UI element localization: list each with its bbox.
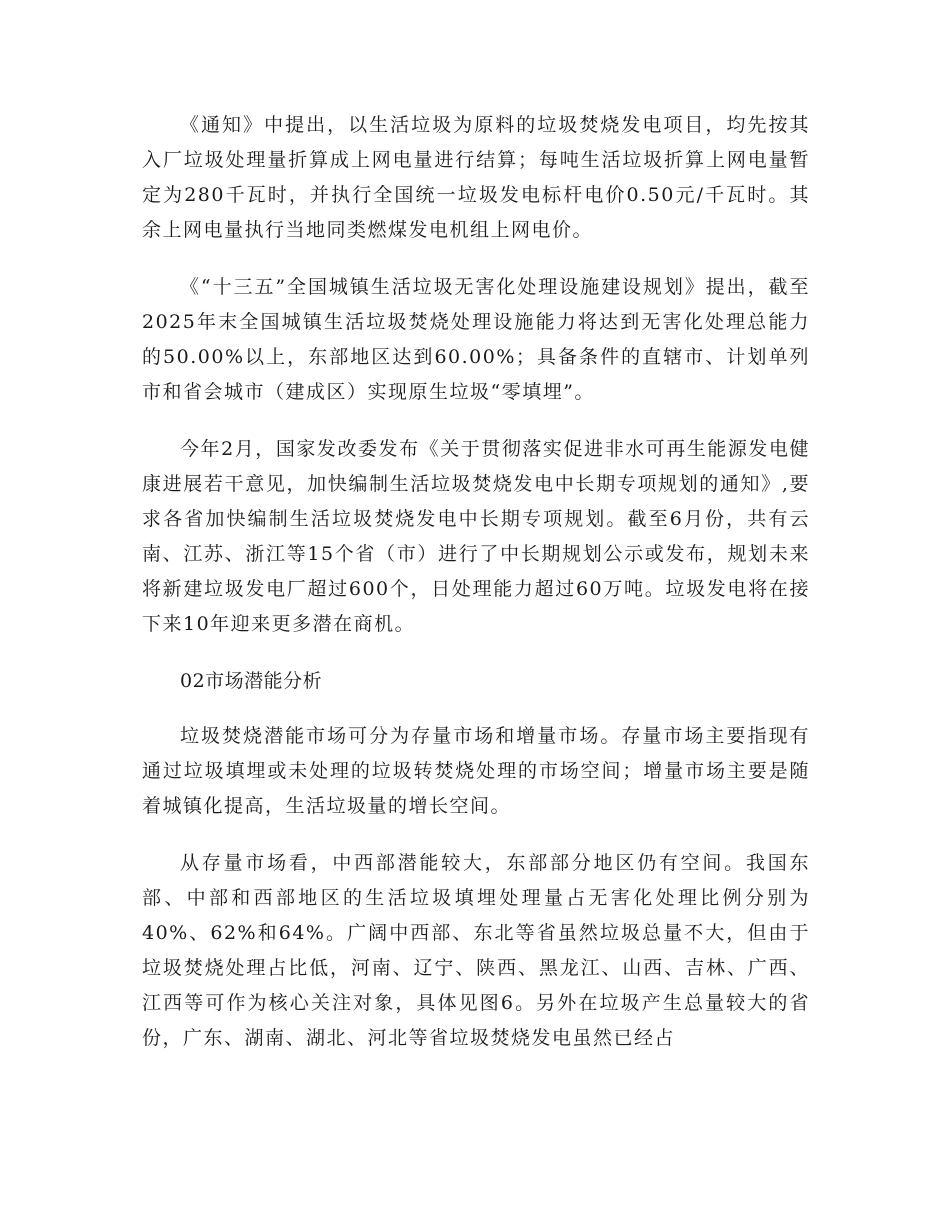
paragraph-13th-five-year-plan: 《“十三五”全国城镇生活垃圾无害化处理设施建设规划》提出，截至2025年末全国城镇生活垃圾焚烧处理设施能力将达到无害化处理总能力的50.00%以上，东部地区达到60.00%；具备条件的直辖市、计划单列市和省会城市（建成区）实现原生垃圾“零填埋”。	[142, 276, 810, 403]
section-heading: 02市场潜能分析	[180, 670, 323, 692]
paragraph-stock-market: 从存量市场看，中西部潜能较大，东部部分地区仍有空间。我国东部、中部和西部地区的生活垃圾填埋处理量占无害化处理比例分别为40%、62%和64%。广阔中西部、东北等省虽然垃圾总量不大，但由于垃圾焚烧处理占比低，河南、辽宁、陕西、黑龙江、山西、吉林、广西、江西等可作为核心关注对象，具体见图6。另外在垃圾产生总量较大的省份，广东、湖南、湖北、河北等省垃圾焚烧发电虽然已经占	[142, 852, 810, 1049]
paragraph-ndrc-release: 今年2月，国家发改委发布《关于贯彻落实促进非水可再生能源发电健康进展若干意见，加快编制生活垃圾焚烧发电中长期专项规划的通知》,要求各省加快编制生活垃圾焚烧发电中长期专项规划。截至6月份，共有云南、江苏、浙江等15个省（市）进行了中长期规划公示或发布，规划未来将新建垃圾发电厂超过600个，日处理能力超过60万吨。垃圾发电将在接下来10年迎来更多潜在商机。	[142, 438, 810, 635]
paragraph-notice: 《通知》中提出，以生活垃圾为原料的垃圾焚烧发电项目，均先按其入厂垃圾处理量折算成上网电量进行结算；每吨生活垃圾折算上网电量暂定为280千瓦时，并执行全国统一垃圾发电标杆电价0.50元/千瓦时。其余上网电量执行当地同类燃煤发电机组上网电价。	[142, 114, 810, 241]
paragraph-market-definition: 垃圾焚烧潜能市场可分为存量市场和增量市场。存量市场主要指现有通过垃圾填埋或未处理的垃圾转焚烧处理的市场空间；增量市场主要是随着城镇化提高，生活垃圾量的增长空间。	[142, 725, 810, 817]
